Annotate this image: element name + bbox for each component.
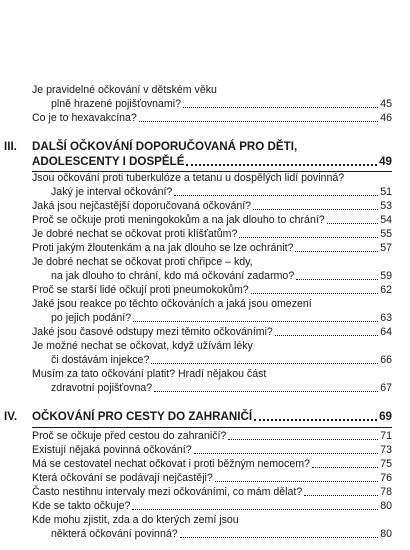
toc-entry-text: Co je to hexavakcína? <box>32 112 137 124</box>
toc-entry <box>32 326 392 339</box>
toc-entry <box>32 368 392 381</box>
toc-entry-text: Existují nějaká povinná očkování? <box>32 444 192 456</box>
dot-leader <box>312 466 378 468</box>
dot-leader <box>296 278 378 280</box>
dot-leader <box>132 508 378 510</box>
toc-page-number: 55 <box>380 228 392 240</box>
toc-page-number: 57 <box>380 242 392 254</box>
dot-leader <box>215 480 378 482</box>
section-underline <box>32 427 392 428</box>
section-title-line <box>32 155 392 169</box>
toc-entry-text: Musím za tato očkování platit? Hradí nějakou část <box>32 368 267 380</box>
toc-page-number: 59 <box>380 270 392 282</box>
toc-entry <box>32 284 392 297</box>
toc-page-number: 80 <box>380 528 392 540</box>
dot-leader <box>180 536 379 538</box>
toc-entry-text: Kde mohu zjistit, zda a do kterých zemí jsou <box>32 514 239 526</box>
dot-leader <box>186 163 377 166</box>
toc-entry <box>51 528 392 541</box>
toc-entry-text: či dostávám injekce? <box>51 354 150 366</box>
toc-entry <box>32 200 392 213</box>
toc-entry-text: Má se cestovatel nechat očkovat i proti běžným nemocem? <box>32 458 310 470</box>
toc-entry-text: zdravotní pojišťovna? <box>51 382 153 394</box>
dot-leader <box>251 292 379 294</box>
toc-entry <box>51 270 392 283</box>
dot-leader <box>139 120 378 122</box>
dot-leader <box>174 194 378 196</box>
toc-page-number: 45 <box>380 98 392 110</box>
toc-entry <box>32 256 392 269</box>
toc-page-number: 76 <box>380 472 392 484</box>
section-heading-3 <box>4 140 392 170</box>
toc-entry-text: Jaká jsou nejčastější doporučovaná očkování? <box>32 200 252 212</box>
toc-page-number: 67 <box>380 382 392 394</box>
toc-page-number: 66 <box>380 354 392 366</box>
toc-page-number: 71 <box>380 430 392 442</box>
toc-page-number: 62 <box>380 284 392 296</box>
toc-page-number: 51 <box>380 186 392 198</box>
section-page-number: 49 <box>379 155 392 168</box>
toc-entry <box>32 458 392 471</box>
toc-entry-text: Proč se starší lidé očkují proti pneumokokům? <box>32 284 249 296</box>
toc-page-number: 53 <box>380 200 392 212</box>
toc-entry <box>32 242 392 255</box>
toc-entry <box>32 172 392 185</box>
section-title-line: DALŠÍ OČKOVÁNÍ DOPORUČOVANÁ PRO DĚTI, <box>32 140 298 153</box>
section-title-line-text: OČKOVÁNÍ PRO CESTY DO ZAHRANIČÍ <box>32 410 253 423</box>
toc-entry-text: Jaký je interval očkování? <box>51 186 173 198</box>
toc-entry <box>51 98 392 111</box>
toc-entry-text: Jaké jsou reakce po těchto očkováních a jaká jsou omezení <box>32 298 312 310</box>
toc-page-number: 75 <box>380 458 392 470</box>
toc-entry-text: na jak dlouho to chrání, kdo má očkování zadarmo? <box>51 270 295 282</box>
toc-entry <box>32 486 392 499</box>
section-title-line <box>32 410 392 424</box>
toc-entry-text: některá očkování povinná? <box>51 528 178 540</box>
toc-entry <box>32 228 392 241</box>
toc-entry-text: Jaké jsou časové odstupy mezi těmito očkováními? <box>32 326 273 338</box>
toc-entry <box>51 382 392 395</box>
toc-entry-text: Je dobré nechat se očkovat proti klíšťatům? <box>32 228 238 240</box>
section-title-line-text: ADOLESCENTY I DOSPĚLÉ <box>32 155 185 168</box>
toc-page-number: 63 <box>380 312 392 324</box>
toc-entry <box>32 472 392 485</box>
toc-entry-text: Jsou očkování proti tuberkulóze a tetanu u dospělých lidí povinná? <box>32 172 345 184</box>
toc-entry <box>51 312 392 325</box>
toc-entry <box>32 340 392 353</box>
toc-page-number: 73 <box>380 444 392 456</box>
toc-entry <box>32 500 392 513</box>
toc-entry <box>32 298 392 311</box>
section-number: IV. <box>4 410 18 423</box>
toc-entry <box>51 186 392 199</box>
dot-leader <box>183 106 378 108</box>
toc-page-number: 54 <box>380 214 392 226</box>
toc-entry-text: Je pravidelné očkování v dětském věku <box>32 84 217 96</box>
toc-entry <box>32 84 392 97</box>
toc-entry <box>32 214 392 227</box>
toc-entry <box>32 444 392 457</box>
toc-entry-text: Často nestihnu intervaly mezi očkováními, co mám dělat? <box>32 486 303 498</box>
dot-leader <box>151 362 378 364</box>
toc-page-number: 78 <box>380 486 392 498</box>
dot-leader <box>254 418 377 421</box>
dot-leader <box>295 250 378 252</box>
dot-leader <box>239 236 378 238</box>
toc-entry <box>51 354 392 367</box>
section-heading-4 <box>4 410 392 426</box>
dot-leader <box>327 222 379 224</box>
section-page-number: 69 <box>379 410 392 423</box>
dot-leader <box>228 438 378 440</box>
toc-entry-text: Proč se očkuje proti meningokokům a na jak dlouho to chrání? <box>32 214 325 226</box>
toc-page-number: 64 <box>380 326 392 338</box>
dot-leader <box>194 452 379 454</box>
toc-page-number: 46 <box>380 112 392 124</box>
toc-entry <box>32 430 392 443</box>
toc-entry-text: Proč se očkuje před cestou do zahraničí? <box>32 430 227 442</box>
dot-leader <box>275 334 378 336</box>
toc-entry-text: Proti jakým žloutenkám a na jak dlouho se lze ochránit? <box>32 242 294 254</box>
toc-entry-text: Která očkování se podávají nejčastěji? <box>32 472 213 484</box>
toc-entry-text: Je možné nechat se očkovat, když užívám léky <box>32 340 253 352</box>
toc-entry-text: po jejich podání? <box>51 312 132 324</box>
section-number: III. <box>4 140 17 153</box>
toc-page-number: 80 <box>380 500 392 512</box>
dot-leader <box>253 208 378 210</box>
toc-entry-text: Je dobré nechat se očkovat proti chřipce – kdy, <box>32 256 253 268</box>
toc-entry <box>32 514 392 527</box>
dot-leader <box>133 320 378 322</box>
toc-entry-text: plně hrazené pojišťovnami? <box>51 98 182 110</box>
dot-leader <box>154 390 378 392</box>
toc-entry-text: Kde se takto očkuje? <box>32 500 131 512</box>
dot-leader <box>304 494 378 496</box>
toc-entry <box>32 112 392 125</box>
